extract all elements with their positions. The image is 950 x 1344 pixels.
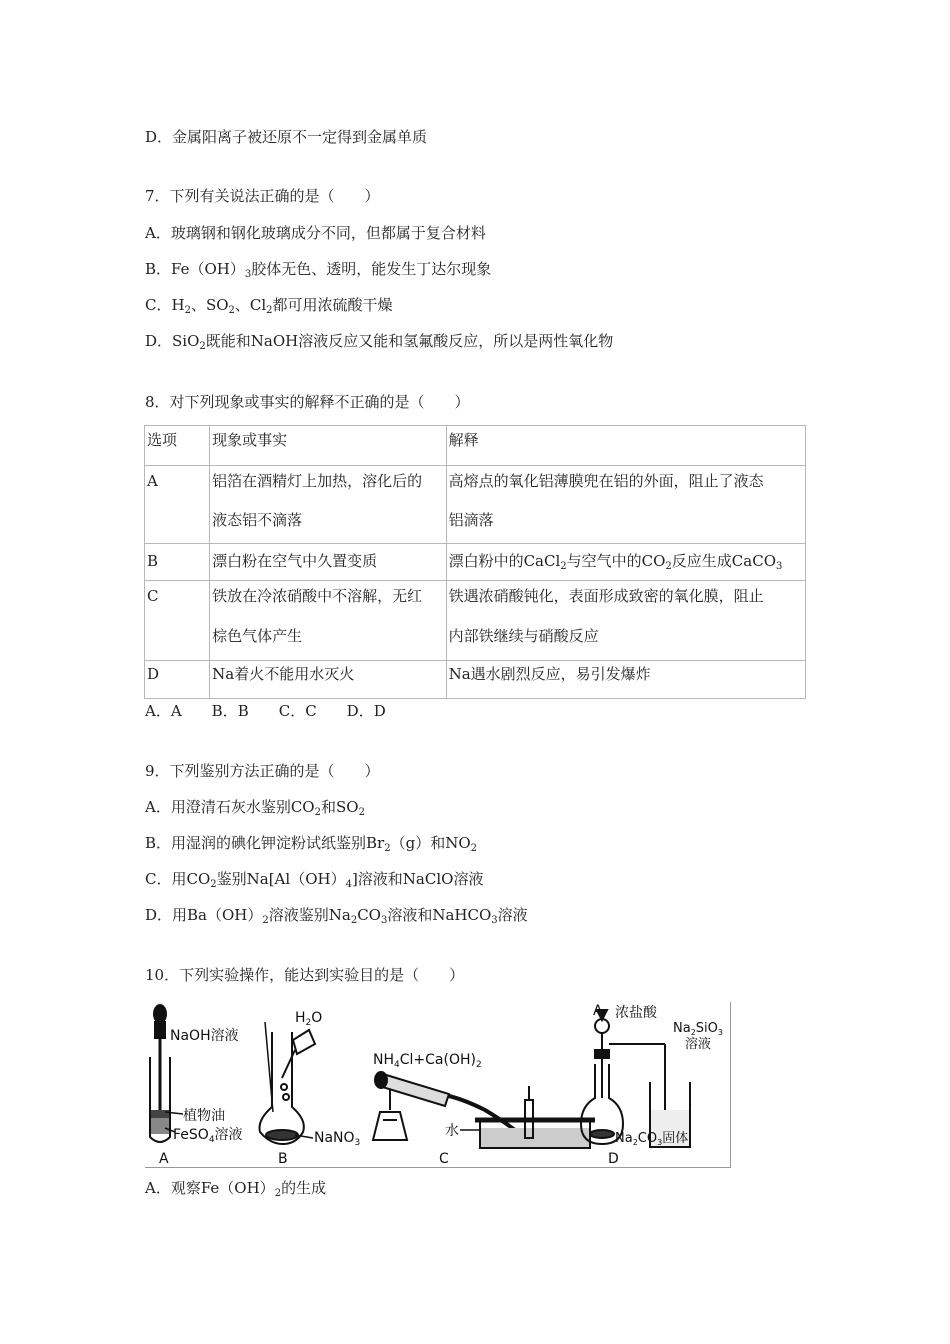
label-b: B bbox=[278, 1151, 288, 1167]
q10-apparatus-figure bbox=[145, 1002, 731, 1168]
label-d: D bbox=[608, 1151, 619, 1167]
label-c: C bbox=[439, 1151, 449, 1167]
row-fact: Na着火不能用水灭火 bbox=[210, 661, 446, 699]
row-fact: 漂白粉在空气中久置变质 bbox=[210, 544, 446, 581]
table-header-row bbox=[145, 426, 806, 466]
row-option: D bbox=[145, 661, 210, 699]
q9-option-b: B．用湿润的碘化钾淀粉试纸鉴别$Br_2(g)$和$NO_2$ bbox=[145, 834, 477, 854]
q7-option-a: A．玻璃钢和钢化玻璃成分不同，但都属于复合材料 bbox=[145, 224, 486, 242]
row-fact: 铁放在冷浓硝酸中不溶解，无红 棕色气体产生 bbox=[210, 581, 446, 661]
q8-stem: 8．对下列现象或事实的解释不正确的是（ ） bbox=[145, 393, 470, 411]
q7-stem: 7．下列有关说法正确的是（ ） bbox=[145, 187, 380, 205]
label-na2co3: $Na_2CO_3$固体 bbox=[615, 1131, 689, 1147]
label-na2sio3: $Na_2SiO_3$ bbox=[673, 1021, 723, 1037]
q8-table bbox=[144, 425, 806, 699]
row-option: A bbox=[145, 466, 210, 544]
q9-option-c: C．用$CO_2$鉴别$Na[Al(OH)_4]$溶液和NaClO溶液 bbox=[145, 870, 484, 890]
label-feso4: FeSO$_4$溶液 bbox=[173, 1127, 243, 1145]
label-oil: 植物油 bbox=[183, 1108, 225, 1124]
table-row bbox=[145, 466, 806, 544]
q7-option-d: D．SiO$_2$既能和NaOH溶液反应又能和氢氟酸反应，所以是两性氧化物 bbox=[145, 332, 614, 352]
row-fact: 铝箔在酒精灯上加热，溶化后的 液态铝不滴落 bbox=[210, 466, 446, 544]
label-a-small: A bbox=[593, 1003, 603, 1019]
row-explanation: Na遇水剧烈反应，易引发爆炸 bbox=[446, 661, 805, 699]
q9-option-d: D．用$Ba(OH)_2$溶液鉴别$Na_2CO_3$溶液和NaHCO$_3$溶液 bbox=[145, 906, 528, 926]
q6-option-d: D．金属阳离子被还原不一定得到金属单质 bbox=[145, 128, 428, 146]
row-option: C bbox=[145, 581, 210, 661]
table-row bbox=[145, 581, 806, 661]
table-header-explanation: 解释 bbox=[446, 426, 805, 466]
apparatus-diagram bbox=[145, 1002, 730, 1167]
row-explanation: 漂白粉中的CaCl$_2$与空气中的$CO_2$反应生成CaCO$_3$ bbox=[446, 544, 805, 581]
q8-choices: A．A B．B C．C D．D bbox=[145, 702, 386, 720]
label-hcl: 浓盐酸 bbox=[615, 1005, 657, 1021]
q9-option-a: A．用澄清石灰水鉴别$CO_2$和$SO_2$ bbox=[145, 798, 365, 818]
apparatus-a bbox=[150, 1005, 170, 1142]
label-na2sio3-solution: 溶液 bbox=[685, 1037, 712, 1052]
table-row bbox=[145, 544, 806, 581]
q10-option-a: A．观察$Fe(OH)_2$的生成 bbox=[145, 1179, 327, 1199]
apparatus-c bbox=[373, 1072, 595, 1148]
q9-stem: 9．下列鉴别方法正确的是（ ） bbox=[145, 762, 380, 780]
table-row bbox=[145, 661, 806, 699]
label-reagent-c: $NH_4Cl+Ca(OH)_2$ bbox=[373, 1052, 482, 1070]
table-header-fact: 现象或事实 bbox=[210, 426, 446, 466]
label-water-c: 水 bbox=[445, 1123, 459, 1139]
label-water-b: $H_2O$ bbox=[295, 1010, 323, 1028]
label-nano3: NaNO$_3$ bbox=[314, 1130, 361, 1148]
apparatus-b bbox=[260, 1022, 316, 1144]
label-a: A bbox=[159, 1151, 169, 1167]
row-explanation: 铁遇浓硝酸钝化，表面形成致密的氧化膜，阻止 内部铁继续与硝酸反应 bbox=[446, 581, 805, 661]
label-naoh: NaOH溶液 bbox=[170, 1028, 239, 1044]
row-explanation: 高熔点的氧化铝薄膜兜在铝的外面，阻止了液态 铝滴落 bbox=[446, 466, 805, 544]
q7-option-b: B．$Fe(OH)_3$胶体无色、透明，能发生丁达尔现象 bbox=[145, 260, 492, 280]
q10-stem: 10．下列实验操作，能达到实验目的是（ ） bbox=[145, 966, 465, 984]
row-option: B bbox=[145, 544, 210, 581]
q7-option-c: C．$H_2$、$SO_2$、$Cl_2$都可用浓硫酸干燥 bbox=[145, 296, 393, 316]
table-header-option: 选项 bbox=[145, 426, 210, 466]
